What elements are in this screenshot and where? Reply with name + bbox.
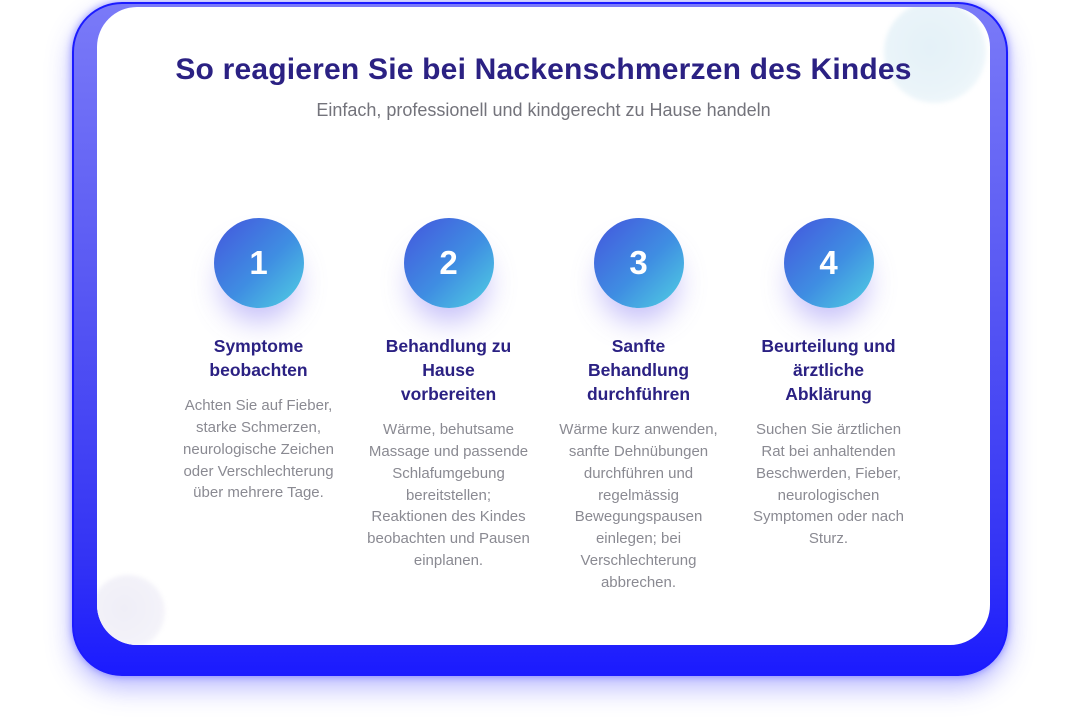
- step-heading: Symptome beobachten: [209, 336, 308, 381]
- step-description: Wärme, behutsame Massage und passende Schlafumgebung bereitstellen; Reaktionen des Kindes beobachten und Pausen einplanen.: [367, 421, 530, 569]
- step-description: Suchen Sie ärztlichen Rat bei anhaltenden Beschwerden, Fieber, neurologischen Symptomen oder nach Sturz.: [753, 421, 904, 548]
- card-header: [97, 7, 990, 121]
- info-card: [97, 7, 990, 645]
- step-2-number-badge: [404, 218, 494, 308]
- step-1-number-badge: [214, 218, 304, 308]
- step-3: [557, 218, 721, 593]
- step-description: Wärme kurz anwenden, sanfte Dehnübungen durchführen und regelmässig Bewegungspausen einlegen; bei Verschlechterung abbrechen.: [559, 421, 718, 591]
- step-number: 3: [629, 244, 648, 281]
- step-heading: Sanfte Behandlung durchführen: [586, 336, 691, 405]
- step-heading: Behandlung zu Hause vorbereiten: [385, 336, 512, 405]
- step-4: [747, 218, 911, 593]
- step-number: 1: [249, 244, 268, 281]
- page-subtitle: Einfach, professionell und kindgerecht zu Hause handeln: [316, 100, 771, 120]
- step-number: 4: [819, 244, 838, 281]
- step-4-number-badge: [784, 218, 874, 308]
- step-1: [177, 218, 341, 593]
- step-3-number-badge: [594, 218, 684, 308]
- steps-row: [97, 218, 990, 593]
- step-2: [367, 218, 531, 593]
- page-title: So reagieren Sie bei Nackenschmerzen des Kindes: [175, 53, 912, 86]
- step-number: 2: [439, 244, 458, 281]
- step-heading: Beurteilung und ärztliche Abklärung: [761, 336, 896, 405]
- step-description: Achten Sie auf Fieber, starke Schmerzen, neurologische Zeichen oder Verschlechterung über mehrere Tage.: [183, 397, 334, 502]
